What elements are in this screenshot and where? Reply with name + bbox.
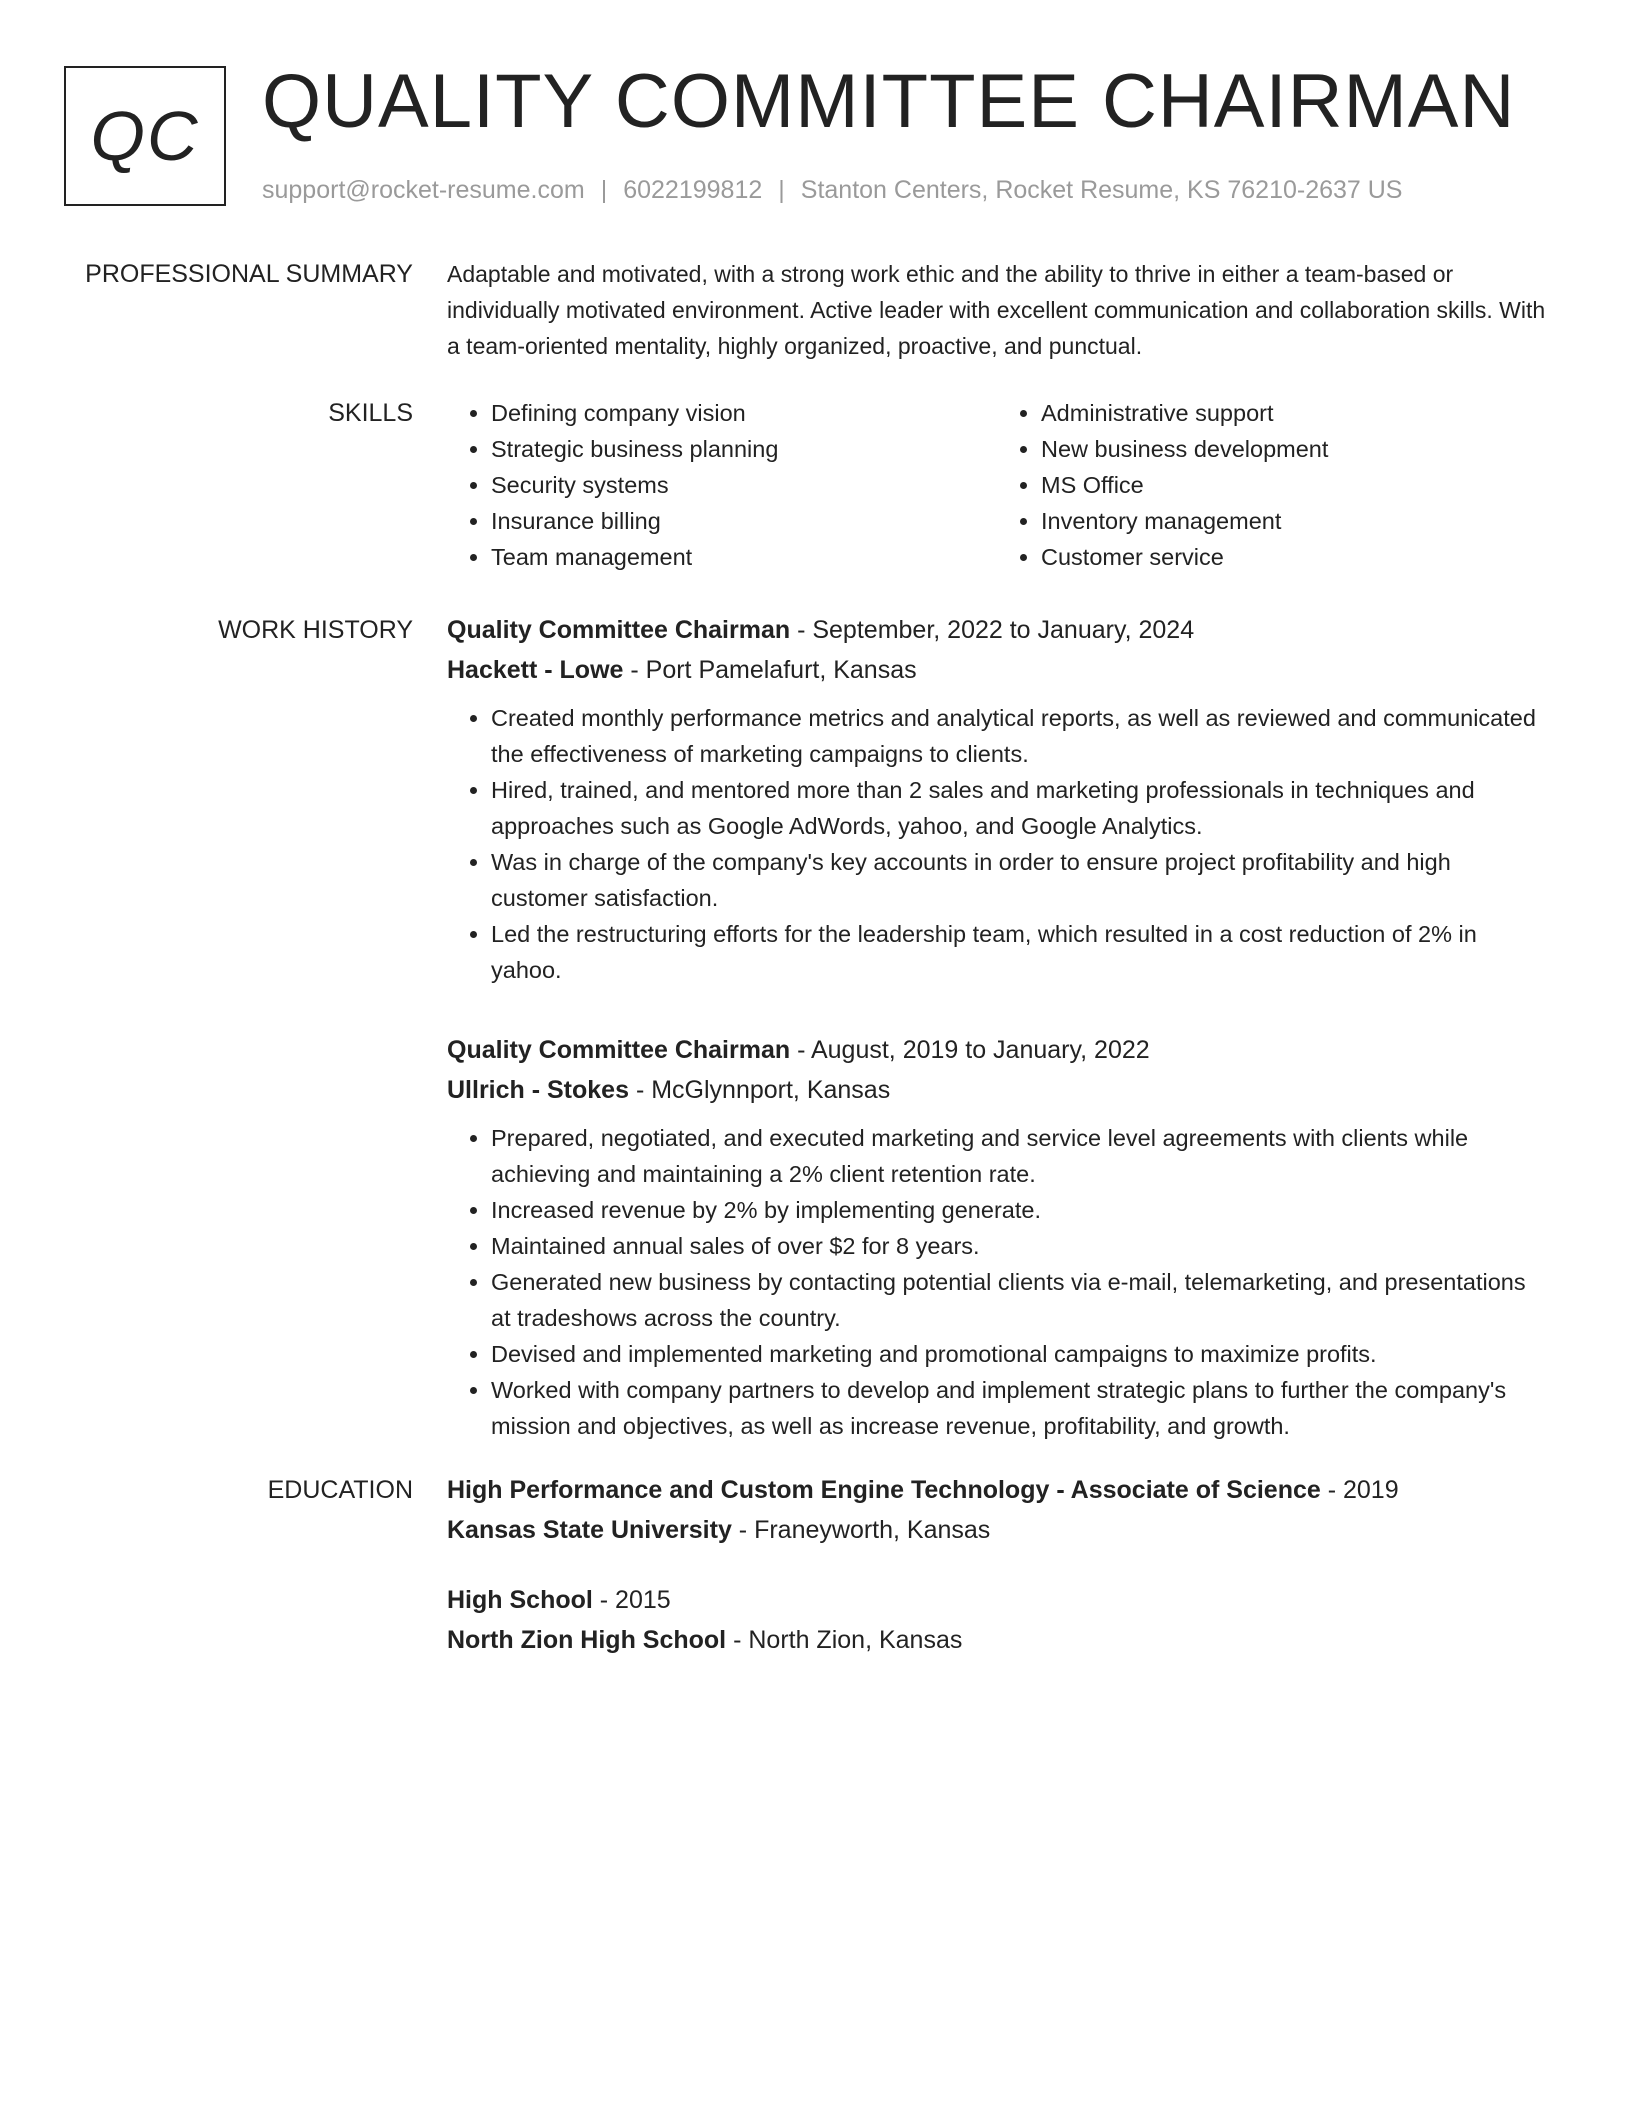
contact-phone: 6022199812 — [623, 176, 763, 204]
monogram: QC — [64, 66, 226, 206]
education-degree: High School — [447, 1586, 593, 1614]
education-school: North Zion High School — [447, 1626, 727, 1654]
education-heading: EDUCATION — [267, 1476, 413, 1504]
education-entry — [447, 1470, 1547, 1550]
job-entry — [447, 1030, 1547, 1444]
skills-heading: SKILLS — [328, 399, 413, 427]
education-year: - 2015 — [592, 1586, 671, 1614]
skill-item: • Defining company vision — [491, 395, 997, 431]
education-degree-line — [447, 1470, 1547, 1510]
job-dates: - September, 2022 to January, 2024 — [790, 616, 1195, 644]
job-bullet: • Devised and implemented marketing and promotional campaigns to maximize profits. — [491, 1336, 1547, 1372]
job-location: - Port Pamelafurt, Kansas — [623, 656, 917, 684]
job-company: Ullrich - Stokes — [447, 1076, 629, 1104]
skill-item: • New business development — [1041, 431, 1547, 467]
skill-item: • Security systems — [491, 467, 997, 503]
work-history-heading: WORK HISTORY — [218, 616, 413, 644]
job-bullet: • Worked with company partners to develop and implement strategic plans to further the company's mission and objectives, as well as increase revenue, profitability, and growth. — [491, 1372, 1547, 1444]
skill-item: • Team management — [491, 539, 997, 575]
skills-column-right — [997, 395, 1547, 575]
job-title: Quality Committee Chairman — [447, 1036, 791, 1064]
education-location: - Franeyworth, Kansas — [731, 1516, 991, 1544]
contact-separator: | — [600, 176, 608, 204]
education-degree: High Performance and Custom Engine Technology - Associate of Science — [447, 1476, 1321, 1504]
job-bullets — [447, 1120, 1547, 1444]
education-degree-line — [447, 1580, 1547, 1620]
job-bullets — [447, 700, 1547, 988]
job-bullet: • Generated new business by contacting potential clients via e-mail, telemarketing, and presentations at tradeshows across the country. — [491, 1264, 1547, 1336]
job-dates: - August, 2019 to January, 2022 — [790, 1036, 1150, 1064]
job-company-line — [447, 1070, 1547, 1110]
education-school: Kansas State University — [447, 1516, 732, 1544]
job-company-line — [447, 650, 1547, 690]
job-bullet: • Created monthly performance metrics and analytical reports, as well as reviewed and communicated the effectiveness of marketing campaigns to clients. — [491, 700, 1547, 772]
education-year: - 2019 — [1320, 1476, 1399, 1504]
candidate-name: QUALITY COMMITTEE CHAIRMAN — [262, 59, 1516, 144]
summary-heading: PROFESSIONAL SUMMARY — [85, 260, 413, 288]
job-title-line — [447, 1030, 1547, 1070]
job-bullet: • Prepared, negotiated, and executed marketing and service level agreements with clients while achieving and maintaining a 2% client retention rate. — [491, 1120, 1547, 1192]
contact-address: Stanton Centers, Rocket Resume, KS 76210-2637 US — [800, 176, 1403, 204]
education-school-line — [447, 1510, 1547, 1550]
education-entry — [447, 1580, 1547, 1660]
job-bullet: • Led the restructuring efforts for the leadership team, which resulted in a cost reduction of 2% in yahoo. — [491, 916, 1547, 988]
job-bullet: • Maintained annual sales of over $2 for 8 years. — [491, 1228, 1547, 1264]
job-entry — [447, 610, 1547, 988]
skill-item: • Insurance billing — [491, 503, 997, 539]
job-bullet: • Increased revenue by 2% by implementing generate. — [491, 1192, 1547, 1228]
contact-separator: | — [778, 176, 785, 204]
skill-item: • Inventory management — [1041, 503, 1547, 539]
education-location: - North Zion, Kansas — [726, 1626, 963, 1654]
skill-item: • Strategic business planning — [491, 431, 997, 467]
skill-item: • MS Office — [1041, 467, 1547, 503]
job-bullet: • Hired, trained, and mentored more than 2 sales and marketing professionals in techniques and approaches such as Google AdWords, yahoo, and Google Analytics. — [491, 772, 1547, 844]
job-title: Quality Committee Chairman — [447, 616, 791, 644]
job-bullet: • Was in charge of the company's key accounts in order to ensure project profitability and high customer satisfaction. — [491, 844, 1547, 916]
job-location: - McGlynnport, Kansas — [629, 1076, 891, 1104]
job-title-line — [447, 610, 1547, 650]
contact-email: support@rocket-resume.com — [262, 176, 585, 204]
job-company: Hackett - Lowe — [447, 656, 624, 684]
contact-line — [262, 172, 1403, 208]
summary-text: Adaptable and motivated, with a strong work ethic and the ability to thrive in either a team-based or individually motivated environment. Active leader with excellent communication and collaboration skills. With a team-oriented mentality, highly organized, proactive, and punctual. — [447, 261, 1546, 359]
skills-column-left — [447, 395, 997, 575]
education-school-line — [447, 1620, 1547, 1660]
skill-item: • Administrative support — [1041, 395, 1547, 431]
skill-item: • Customer service — [1041, 539, 1547, 575]
